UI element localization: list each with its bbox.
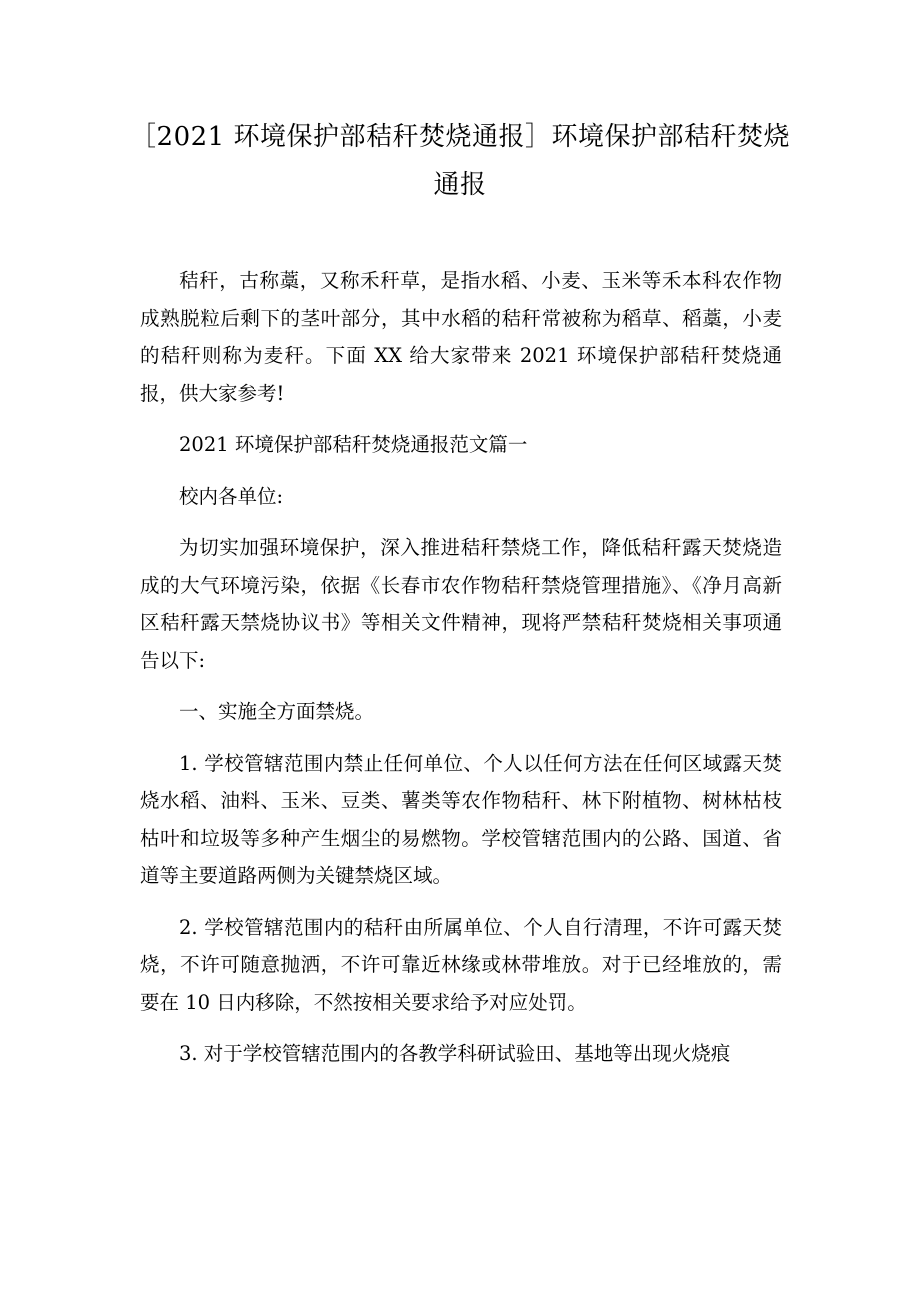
document-title: ［2021 环境保护部秸秆焚烧通报］环境保护部秸秆焚烧通报: [130, 122, 790, 200]
paragraph-sample-heading: 2021 环境保护部秸秆焚烧通报范文篇一: [179, 433, 528, 456]
paragraph-item-3: 3. 对于学校管辖范围内的各教学科研试验田、基地等出现火烧痕: [179, 1042, 731, 1065]
paragraph-section-one: 一、实施全方面禁烧。: [179, 700, 375, 723]
paragraph-item-1: 1. 学校管辖范围内禁止任何单位、个人以任何方法在任何区域露天焚烧水稻、油料、玉米、豆类、薯类等农作物秸秆、林下附植物、树林枯枝枯叶和垃圾等多种产生烟尘的易燃物。学校管辖范围内的公路、国道、省道等主要道路两侧为关键禁烧区域。: [140, 751, 782, 887]
paragraph-salutation: 校内各单位:: [179, 484, 284, 508]
paragraph-item-2: 2. 学校管辖范围内的秸秆由所属单位、个人自行清理，不许可露天焚烧，不许可随意抛洒，不许可靠近林缘或林带堆放。对于已经堆放的，需要在 10 日内移除，不然按相关要求给予对应处罚。: [140, 915, 782, 1014]
paragraph-purpose: 为切实加强环境保护，深入推进秸秆禁烧工作，降低秸秆露天焚烧造成的大气环境污染，依据《长春市农作物秸秆禁烧管理措施》、《净月高新区秸秆露天禁烧协议书》等相关文件精神，现将严禁秸秆焚烧相关事项通告以下:: [140, 536, 782, 672]
paragraph-intro: 秸秆，古称藁，又称禾秆草，是指水稻、小麦、玉米等禾本科农作物成熟脱粒后剩下的茎叶部分，其中水稻的秸秆常被称为稻草、稻藁，小麦的秸秆则称为麦秆。下面 XX 给大家带来 2021 环境保护部秸秆焚烧通报，供大家参考!: [140, 269, 782, 405]
document-body: [140, 262, 782, 1087]
